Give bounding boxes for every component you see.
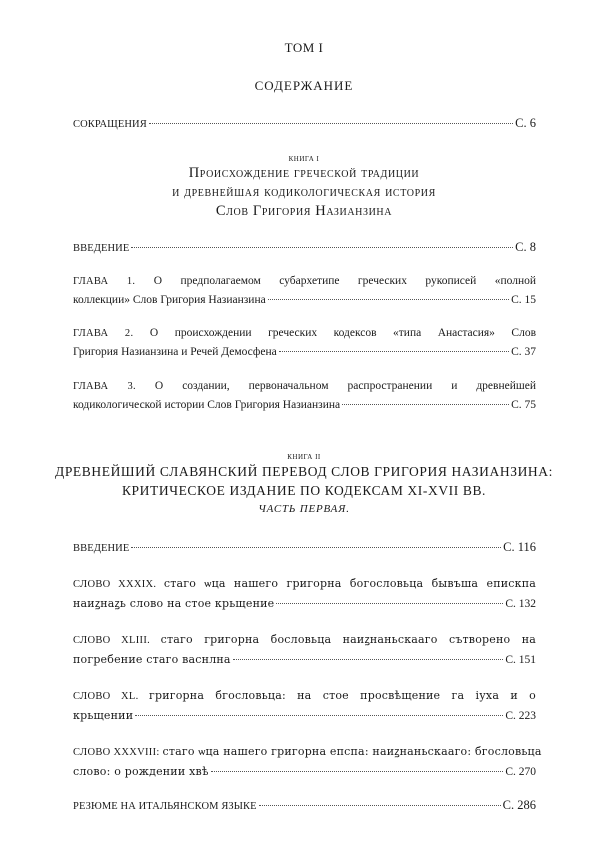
entry-page: С. 151 xyxy=(505,654,536,666)
sermon-head: СЛОВО XLIII. xyxy=(73,635,151,646)
sermon-title: стаго ѡца нашего григорна богословьца бывъша епискпа xyxy=(163,577,536,590)
leader-dots xyxy=(342,404,509,405)
leader-dots xyxy=(131,547,501,548)
entry-line-1 xyxy=(73,630,536,650)
sermon-title: стаго григорна бословьца наиꙁнаньскааго сътворено на xyxy=(160,633,537,646)
entry-line-1 xyxy=(73,324,536,343)
entry-line-2 xyxy=(73,706,536,726)
leader-dots xyxy=(276,603,503,604)
toc-entry-introduction-1[interactable] xyxy=(73,240,536,256)
entry-line-1 xyxy=(73,574,536,594)
book-2-label: КНИГА II xyxy=(287,453,321,461)
leader-dots xyxy=(268,299,509,300)
toc-entry-abbreviations[interactable] xyxy=(73,116,536,132)
entry-page: С. 223 xyxy=(505,710,536,722)
entry-page: С. 116 xyxy=(503,540,536,554)
entry-page: С. 15 xyxy=(511,294,536,306)
entry-page: С. 132 xyxy=(505,598,536,610)
contents-title: СОДЕРЖАНИЕ xyxy=(254,78,354,93)
chapter-title-cont: Григория Назианзина и Речей Демосфена xyxy=(73,346,277,358)
entry-page: С. 37 xyxy=(511,346,536,358)
sermon-head: СЛОВО XL. xyxy=(73,691,139,702)
book-1-title-line: и древнейшая кодикологическая история xyxy=(172,184,436,200)
entry-page: С. 270 xyxy=(505,766,536,778)
leader-dots xyxy=(149,123,513,124)
entry-label: ВВЕДЕНИЕ xyxy=(73,243,130,254)
sermon-title-cont: наиꙁнаꙁь слово на стое крьщение xyxy=(73,597,275,610)
entry-line-2 xyxy=(73,291,536,310)
leader-dots xyxy=(279,351,509,352)
leader-dots xyxy=(233,659,504,660)
entry-line-2 xyxy=(73,396,536,415)
book-1-title-line: Слов Григория Назианзина xyxy=(215,203,393,219)
toc-entry-chapter-1[interactable] xyxy=(73,272,536,310)
toc-entry-chapter-2[interactable] xyxy=(73,324,536,362)
entry-line-1 xyxy=(73,377,536,396)
toc-entry-sermon-39[interactable] xyxy=(73,574,536,614)
entry-line-1 xyxy=(73,742,542,762)
entry-page: С. 286 xyxy=(502,798,536,812)
entry-line-2 xyxy=(73,762,536,782)
leader-dots xyxy=(211,771,504,772)
book-1-label: КНИГА I xyxy=(288,155,320,163)
chapter-head: ГЛАВА 3. xyxy=(73,381,136,392)
book-2-part: ЧАСТЬ ПЕРВАЯ. xyxy=(258,503,350,515)
chapter-head: ГЛАВА 2. xyxy=(73,328,134,339)
book-1-title-line: Происхождение греческой традиции xyxy=(188,165,420,181)
toc-entry-sermon-40[interactable] xyxy=(73,686,536,726)
entry-label: СОКРАЩЕНИЯ xyxy=(73,119,147,130)
leader-dots xyxy=(259,805,501,806)
entry-line-2 xyxy=(73,594,536,614)
entry-line-1 xyxy=(73,272,536,291)
sermon-title-cont: слово: о рождении хвѣ xyxy=(73,765,209,778)
entry-label: РЕЗЮМЕ НА ИТАЛЬЯНСКОМ ЯЗЫКЕ xyxy=(73,801,257,812)
chapter-title-cont: коллекции» Слов Григория Назианзина xyxy=(73,294,266,306)
sermon-title-cont: крьщении xyxy=(73,709,134,722)
entry-page: С. 8 xyxy=(515,240,536,254)
book-2-title-line: ДРЕВНЕЙШИЙ СЛАВЯНСКИЙ ПЕРЕВОД СЛОВ ГРИГОРИЯ НАЗИАНЗИНА: xyxy=(55,464,553,479)
toc-entry-sermon-38[interactable] xyxy=(73,742,542,782)
entry-line-2 xyxy=(73,343,536,362)
chapter-title: О предполагаемом субархетипе греческих рукописей «полной xyxy=(153,275,537,287)
toc-entry-sermon-43[interactable] xyxy=(73,630,536,670)
chapter-title-cont: кодикологической истории Слов Григория Назианзина xyxy=(73,399,341,411)
chapter-title: О происхождении греческих кодексов «типа Анастасия» Слов xyxy=(149,327,537,339)
leader-dots xyxy=(135,715,503,716)
entry-page: С. 75 xyxy=(511,399,536,411)
sermon-head: СЛОВО XXXIX. xyxy=(73,579,157,590)
sermon-title: стаго ѡца нашего григорна епспа: наиꙁнаньскааго: бгословьца xyxy=(162,745,542,758)
sermon-head: СЛОВО XXXVIII: xyxy=(73,747,160,758)
entry-line-1 xyxy=(73,686,536,706)
sermon-title-cont: погребение стаго васнлна xyxy=(73,653,231,666)
toc-entry-chapter-3[interactable] xyxy=(73,377,536,415)
chapter-head: ГЛАВА 1. xyxy=(73,276,136,287)
sermon-title: григорна бгословьца: на стое просвѣщение га іуха и о xyxy=(149,689,537,702)
toc-entry-introduction-2[interactable] xyxy=(73,540,536,556)
entry-page: С. 6 xyxy=(515,116,536,130)
leader-dots xyxy=(131,247,513,248)
entry-label: ВВЕДЕНИЕ xyxy=(73,543,130,554)
toc-entry-resume[interactable] xyxy=(73,798,536,814)
chapter-title: О создании, первоначальном распространении и древнейшей xyxy=(154,380,536,392)
volume-label: ТОМ I xyxy=(284,40,324,55)
entry-line-2 xyxy=(73,650,536,670)
book-2-title-line: КРИТИЧЕСКОЕ ИЗДАНИЕ ПО КОДЕКСАМ XI-XVII ВВ. xyxy=(121,483,487,498)
